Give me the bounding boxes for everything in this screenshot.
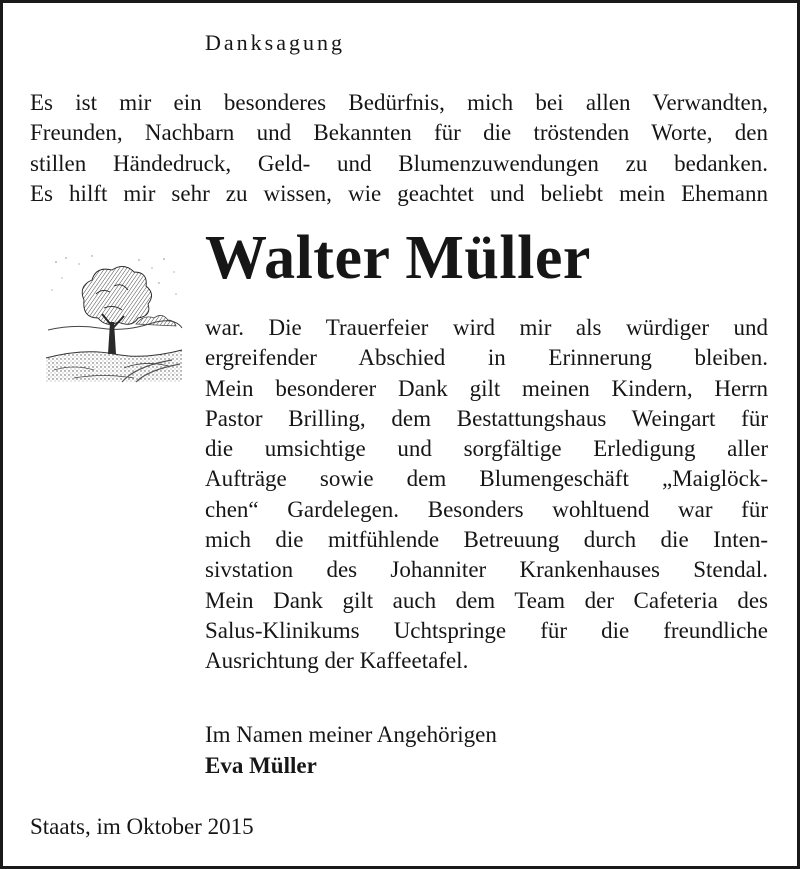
intro-line: Es hilft mir sehr zu wissen, wie geachtet und beliebt mein Ehemann [30,180,768,206]
body-paragraph [205,313,768,677]
body-line: Mein Dank gilt auch dem Team der Cafeteria des [205,587,768,613]
body-line: mich die mitfühlende Betreuung durch die Inten- [205,527,768,553]
body-line: Pastor Brilling, dem Bestattungshaus Weingart für [205,405,768,431]
intro-paragraph [30,88,768,209]
body-line: die umsichtige und sorgfältige Erledigung aller [205,436,768,462]
tree-illustration [44,250,184,385]
body-line: sivstation des Johanniter Krankenhauses Stendal. [205,557,768,583]
body-line: Ausrichtung der Kaffeetafel. [205,648,469,674]
signer-name: Eva Müller [205,753,317,778]
body-line: Salus-Klinikums Uchtspringe für die freundliche [205,617,768,643]
intro-line: Freunden, Nachbarn und Bekannten für die tröstenden Worte, den [30,120,768,146]
place-date: Staats, im Oktober 2015 [30,814,254,839]
notice-heading: Danksagung [205,30,345,55]
closing-line: Im Namen meiner Angehörigen [205,722,497,747]
body-line: war. Die Trauerfeier wird mir als würdiger und [205,315,768,340]
body-line: Mein besonderer Dank gilt meinen Kindern, Herrn [205,375,768,401]
body-line: ergreifender Abschied in Erinnerung bleiben. [205,345,768,371]
body-line: Aufträge sowie dem Blumengeschäft „Maiglöck- [205,466,768,492]
intro-line: Es ist mir ein besonderes Bedürfnis, mich bei allen Verwandten, [30,90,768,115]
body-line: chen“ Gardelegen. Besonders wohltuend war für [205,496,768,522]
intro-line: stillen Händedruck, Geld- und Blumenzuwendungen zu bedanken. [30,150,768,176]
deceased-name: Walter Müller [205,224,591,292]
